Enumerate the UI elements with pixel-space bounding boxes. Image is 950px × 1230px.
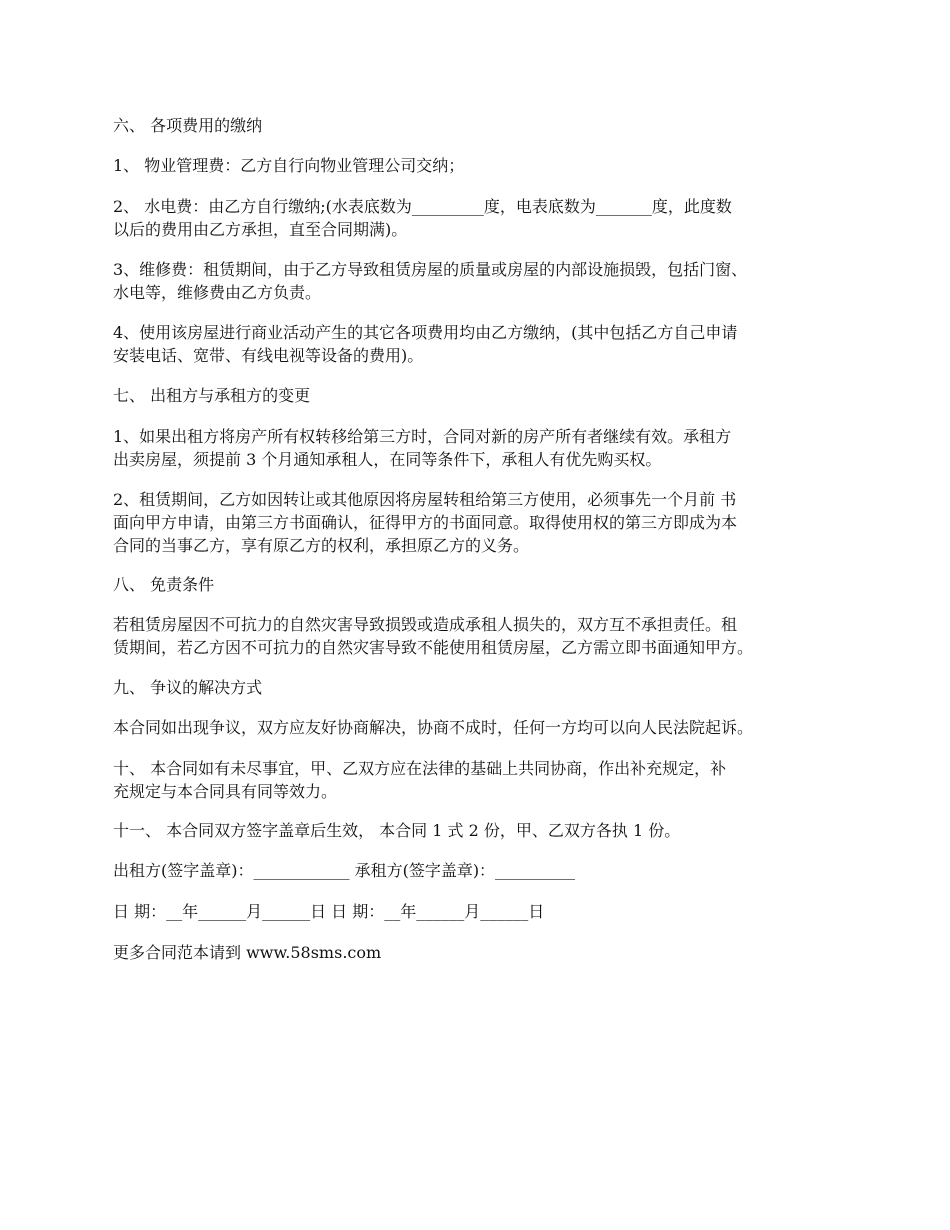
text-line: 3、维修费：租赁期间，由于乙方导致租赁房屋的质量或房屋的内部设施损毁，包括门窗、 — [113, 260, 748, 279]
section-6-item-1 — [113, 154, 858, 177]
section-11 — [113, 819, 858, 842]
text-line: 安装电话、宽带、有线电视等设备的费用)。 — [113, 346, 424, 365]
footer-note — [113, 941, 858, 964]
section-6-item-2 — [113, 195, 858, 241]
section-8-body — [113, 613, 873, 659]
section-9-body — [113, 716, 873, 739]
text-line: 赁期间，若乙方因不可抗力的自然灾害导致不能使用租赁房屋，乙方需立即书面通知甲方。 — [113, 638, 754, 657]
text-line: 2、 水电费：由乙方自行缴纳;(水表底数为_________度，电表底数为_______度，此度数 — [113, 197, 732, 216]
text-line: 七、 出租方与承租方的变更 — [113, 386, 311, 405]
section-7-heading — [113, 384, 858, 407]
text-line: 八、 免责条件 — [113, 575, 215, 594]
text-line: 六、 各项费用的缴纳 — [113, 116, 263, 135]
section-6-heading — [113, 114, 858, 137]
text-line: 出卖房屋，须提前 3 个月通知承租人，在同等条件下，承租人有优先购买权。 — [113, 450, 662, 469]
text-line: 更多合同范本请到 www.58sms.com — [113, 943, 382, 962]
text-line: 本合同如出现争议，双方应友好协商解决，协商不成时，任何一方均可以向人民法院起诉。 — [113, 718, 754, 737]
section-9-heading — [113, 676, 858, 699]
text-line: 以后的费用由乙方承担，直至合同期满)。 — [113, 220, 408, 239]
text-line: 水电等，维修费由乙方负责。 — [113, 283, 322, 302]
text-line: 九、 争议的解决方式 — [113, 678, 263, 697]
section-7-item-2 — [113, 488, 858, 557]
text-line: 4、使用该房屋进行商业活动产生的其它各项费用均由乙方缴纳，(其中包括乙方自己申请 — [113, 323, 738, 342]
text-line: 日 期：__年______月______日 日 期：__年______月______日 — [113, 902, 545, 921]
text-line: 若租赁房屋因不可抗力的自然灾害导致损毁或造成承租人损失的，双方互不承担责任。租 — [113, 615, 738, 634]
section-6-item-4 — [113, 321, 858, 367]
signature-line — [113, 859, 858, 882]
text-line: 出租方(签字盖章)：____________ 承租方(签字盖章)：__________ — [113, 861, 576, 880]
text-line: 面向甲方申请，由第三方书面确认，征得甲方的书面同意。取得使用权的第三方即成为本 — [113, 513, 738, 532]
text-line: 充规定与本合同具有同等效力。 — [113, 782, 338, 801]
section-7-item-1 — [113, 425, 858, 471]
date-line — [113, 900, 858, 923]
text-line: 1、 物业管理费：乙方自行向物业管理公司交纳； — [113, 156, 465, 175]
section-10 — [113, 757, 858, 803]
section-6-item-3 — [113, 258, 858, 304]
text-line: 1、如果出租方将房产所有权转移给第三方时，合同对新的房产所有者继续有效。承租方 — [113, 427, 732, 446]
text-line: 十、 本合同如有未尽事宜，甲、乙双方应在法律的基础上共同协商，作出补充规定，补 — [113, 759, 727, 778]
text-line: 合同的当事乙方，享有原乙方的权利，承担原乙方的义务。 — [113, 536, 530, 555]
section-8-heading — [113, 573, 858, 596]
text-line: 十一、 本合同双方签字盖章后生效， 本合同 1 式 2 份，甲、乙双方各执 1 份。 — [113, 821, 681, 840]
text-line: 2、租赁期间，乙方如因转让或其他原因将房屋转租给第三方使用，必须事先一个月前 书 — [113, 490, 737, 509]
